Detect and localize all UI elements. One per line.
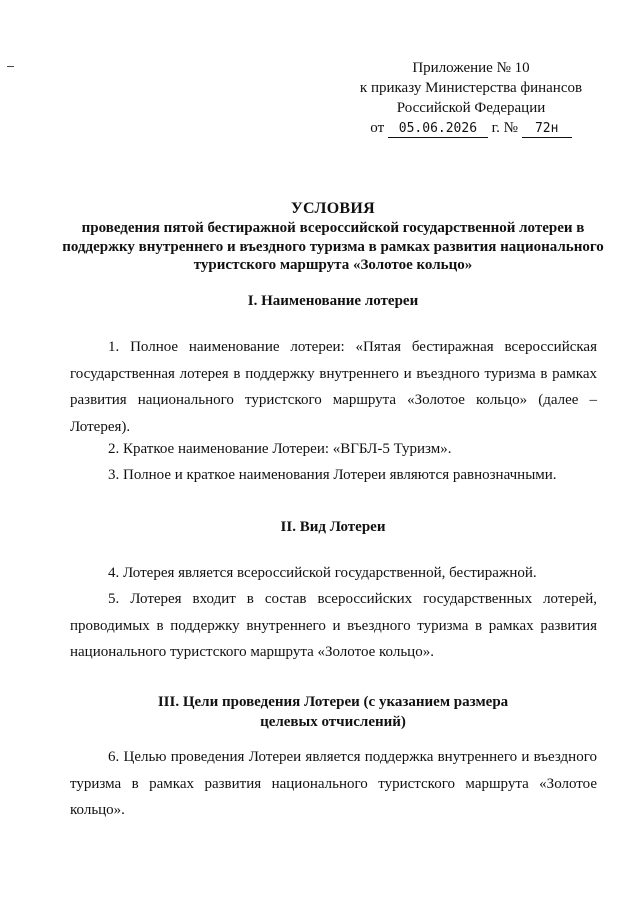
approval-block	[330, 58, 612, 138]
year-number-label: г. №	[491, 120, 518, 136]
order-date: 05.06.2026	[388, 121, 488, 138]
appendix-number: Приложение № 10	[412, 60, 530, 76]
paragraph-3: 3. Полное и краткое наименования Лотереи являются равнозначными.	[108, 467, 557, 483]
order-reference: к приказу Министерства финансов	[359, 80, 583, 96]
order-number: 72н	[522, 121, 572, 138]
paragraph-1: 1. Полное наименование лотереи: «Пятая бестиражная всероссийская государственная лотерея в поддержку внутреннего и въездного туризма в рамках развития национального туристского маршрута «Золотое кольцо» (далее – Лотерея).	[70, 339, 597, 435]
order-date-line	[330, 118, 612, 138]
paragraph-6: 6. Целью проведения Лотереи является поддержка внутреннего и въездного туризма в рамках развития национального туристского маршрута «Золотое кольцо».	[70, 749, 597, 818]
section-3-heading-line1: III. Цели проведения Лотереи (с указанием размера	[157, 694, 509, 710]
from-label: от	[370, 120, 385, 136]
paragraph-5: 5. Лотерея входит в состав всероссийских государственных лотерей, проводимых в поддержку внутреннего и въездного туризма в рамках развития национального туристского маршрута «Золотое кольцо».	[70, 591, 597, 660]
document-title: УСЛОВИЯ	[290, 200, 376, 217]
section-3-heading-line2: целевых отчислений)	[260, 714, 406, 730]
paragraph-4: 4. Лотерея является всероссийской государственной, бестиражной.	[108, 565, 537, 581]
section-3-heading	[60, 692, 606, 732]
document-subtitle: проведения пятой бестиражной всероссийской государственной лотереи в поддержку внутреннего и въездного туризма в рамках развития национального туристского маршрута «Золотое кольцо»	[62, 220, 604, 273]
scan-mark	[7, 66, 14, 67]
section-2-heading: II. Вид Лотереи	[280, 519, 386, 535]
paragraph-2: 2. Краткое наименование Лотереи: «ВГБЛ-5 Туризм».	[108, 441, 452, 457]
section-1-heading: I. Наименование лотереи	[247, 293, 419, 309]
issuer-country: Российской Федерации	[396, 100, 546, 116]
